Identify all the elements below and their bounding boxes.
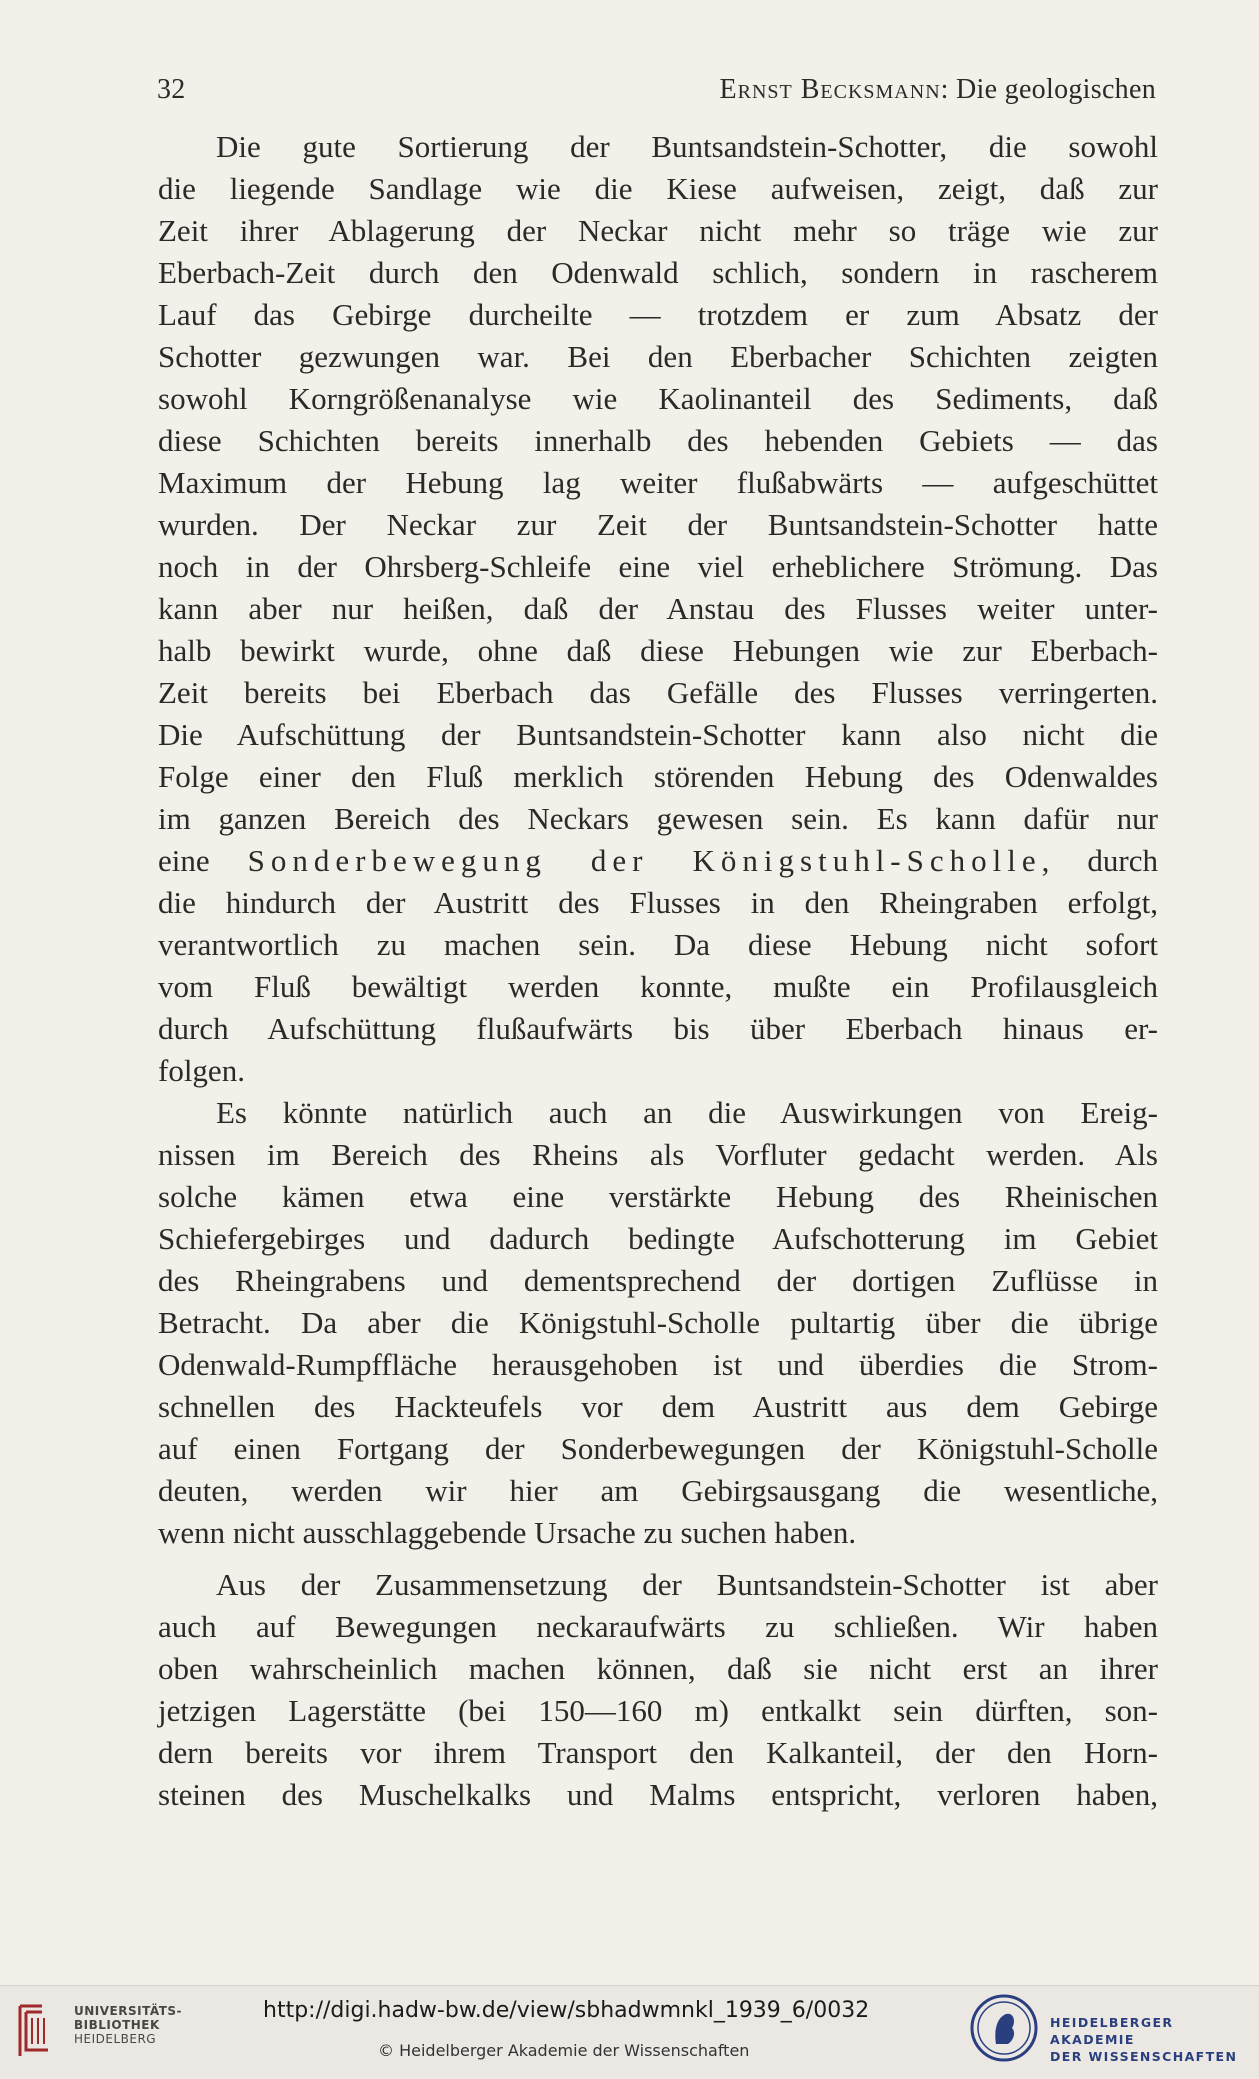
text-line: verantwortlich zu machen sein. Da diese Hebung nicht sofort — [158, 927, 1158, 962]
text-line: durch Aufschüttung flußaufwärts bis über Eberbach hinaus er- — [158, 1011, 1158, 1046]
running-head — [157, 74, 1156, 114]
page-number: 32 — [157, 74, 186, 105]
text-line: auch auf Bewegungen neckaraufwärts zu schließen. Wir haben — [158, 1609, 1158, 1644]
text-line — [158, 840, 1158, 882]
viewer-footer — [0, 1985, 1259, 2079]
academy-seal-icon — [968, 1992, 1040, 2064]
text-line: Eberbach-Zeit durch den Odenwald schlich, sondern in rascherem — [158, 255, 1158, 290]
text-segment: , durch — [1041, 843, 1158, 878]
text-line: halb bewirkt wurde, ohne daß diese Hebungen wie zur Eberbach- — [158, 633, 1158, 668]
text-line: nissen im Bereich des Rheins als Vorfluter gedacht werden. Als — [158, 1137, 1158, 1172]
text-line: Die Aufschüttung der Buntsandstein-Schotter kann also nicht die — [158, 717, 1158, 752]
work-title: Die geologischen — [956, 74, 1156, 105]
text-line: die liegende Sandlage wie die Kiese aufweisen, zeigt, daß zur — [158, 171, 1158, 206]
text-line: steinen des Muschelkalks und Malms entspricht, verloren haben, — [158, 1777, 1158, 1812]
text-line: des Rheingrabens und dementsprechend der dortigen Zuflüsse in — [158, 1263, 1158, 1298]
text-line: Lauf das Gebirge durcheilte — trotzdem er zum Absatz der — [158, 297, 1158, 332]
academy-name-line-1: HEIDELBERGER AKADEMIE — [1050, 2015, 1174, 2047]
text-line: Betracht. Da aber die Königstuhl-Scholle pultartig über die übrige — [158, 1305, 1158, 1340]
text-line: Aus der Zusammensetzung der Buntsandstein-Schotter ist aber — [216, 1567, 1158, 1602]
text-line: Folge einer den Fluß merklich störenden Hebung des Odenwaldes — [158, 759, 1158, 794]
text-line: die hindurch der Austritt des Flusses in den Rheingraben erfolgt, — [158, 885, 1158, 920]
text-line: Es könnte natürlich auch an die Auswirkungen von Ereig- — [216, 1095, 1158, 1130]
academy-name-line-2: DER WISSENSCHAFTEN — [1050, 2049, 1238, 2064]
text-line: kann aber nur heißen, daß der Anstau des Flusses weiter unter- — [158, 591, 1158, 626]
document-url-link[interactable]: http://digi.hadw-bw.de/view/sbhadwmnkl_1939_6/0032 — [263, 1998, 870, 2023]
university-library-logo-icon — [12, 2000, 68, 2062]
text-line: Maximum der Hebung lag weiter flußabwärts — aufgeschüttet — [158, 465, 1158, 500]
academy-name — [1050, 2014, 1259, 2065]
text-line: Zeit bereits bei Eberbach das Gefälle des Flusses verringerten. — [158, 675, 1158, 710]
emphasized-term: Sonderbewegung der Königstuhl-Scholle — [247, 843, 1042, 878]
text-line: im ganzen Bereich des Neckars gewesen sein. Es kann dafür nur — [158, 801, 1158, 836]
body-text — [158, 126, 1158, 1816]
text-line: vom Fluß bewältigt werden konnte, mußte ein Profilausgleich — [158, 969, 1158, 1004]
text-line: sowohl Korngrößenanalyse wie Kaolinanteil des Sediments, daß — [158, 381, 1158, 416]
paragraph-gap — [158, 1554, 1158, 1564]
text-line: oben wahrscheinlich machen können, daß sie nicht erst an ihrer — [158, 1651, 1158, 1686]
copyright-notice: © Heidelberger Akademie der Wissenschaften — [378, 2041, 750, 2060]
text-line: jetzigen Lagerstätte (bei 150—160 m) entkalkt sein dürften, son- — [158, 1693, 1158, 1728]
author-name: Ernst Becksmann — [719, 74, 941, 105]
text-line: dern bereits vor ihrem Transport den Kalkanteil, der den Horn- — [158, 1735, 1158, 1770]
text-line: solche kämen etwa eine verstärkte Hebung des Rheinischen — [158, 1179, 1158, 1214]
text-segment: eine — [158, 843, 248, 878]
running-title — [720, 74, 1157, 106]
university-library-name — [74, 2004, 182, 2046]
text-line: Schiefergebirges und dadurch bedingte Aufschotterung im Gebiet — [158, 1221, 1158, 1256]
library-name-line-2: BIBLIOTHEK — [74, 2018, 160, 2032]
text-line: schnellen des Hackteufels vor dem Austritt aus dem Gebirge — [158, 1389, 1158, 1424]
text-line: deuten, werden wir hier am Gebirgsausgang die wesentliche, — [158, 1473, 1158, 1508]
text-line: folgen. — [158, 1053, 245, 1088]
text-line: auf einen Fortgang der Sonderbewegungen der Königstuhl-Scholle — [158, 1431, 1158, 1466]
library-name-line-1: UNIVERSITÄTS- — [74, 2004, 183, 2018]
text-line: wenn nicht ausschlaggebende Ursache zu suchen haben. — [158, 1515, 857, 1550]
text-line: Zeit ihrer Ablagerung der Neckar nicht mehr so träge wie zur — [158, 213, 1158, 248]
text-line: diese Schichten bereits innerhalb des hebenden Gebiets — das — [158, 423, 1158, 458]
text-line: Schotter gezwungen war. Bei den Eberbacher Schichten zeigten — [158, 339, 1158, 374]
text-line: wurden. Der Neckar zur Zeit der Buntsandstein-Schotter hatte — [158, 507, 1158, 542]
library-name-line-3: HEIDELBERG — [74, 2032, 157, 2046]
title-separator: : — [940, 74, 957, 105]
text-line: Die gute Sortierung der Buntsandstein-Schotter, die sowohl — [216, 129, 1158, 164]
text-line: noch in der Ohrsberg-Schleife eine viel erheblichere Strömung. Das — [158, 549, 1158, 584]
text-line: Odenwald-Rumpffläche herausgehoben ist und überdies die Strom- — [158, 1347, 1158, 1382]
